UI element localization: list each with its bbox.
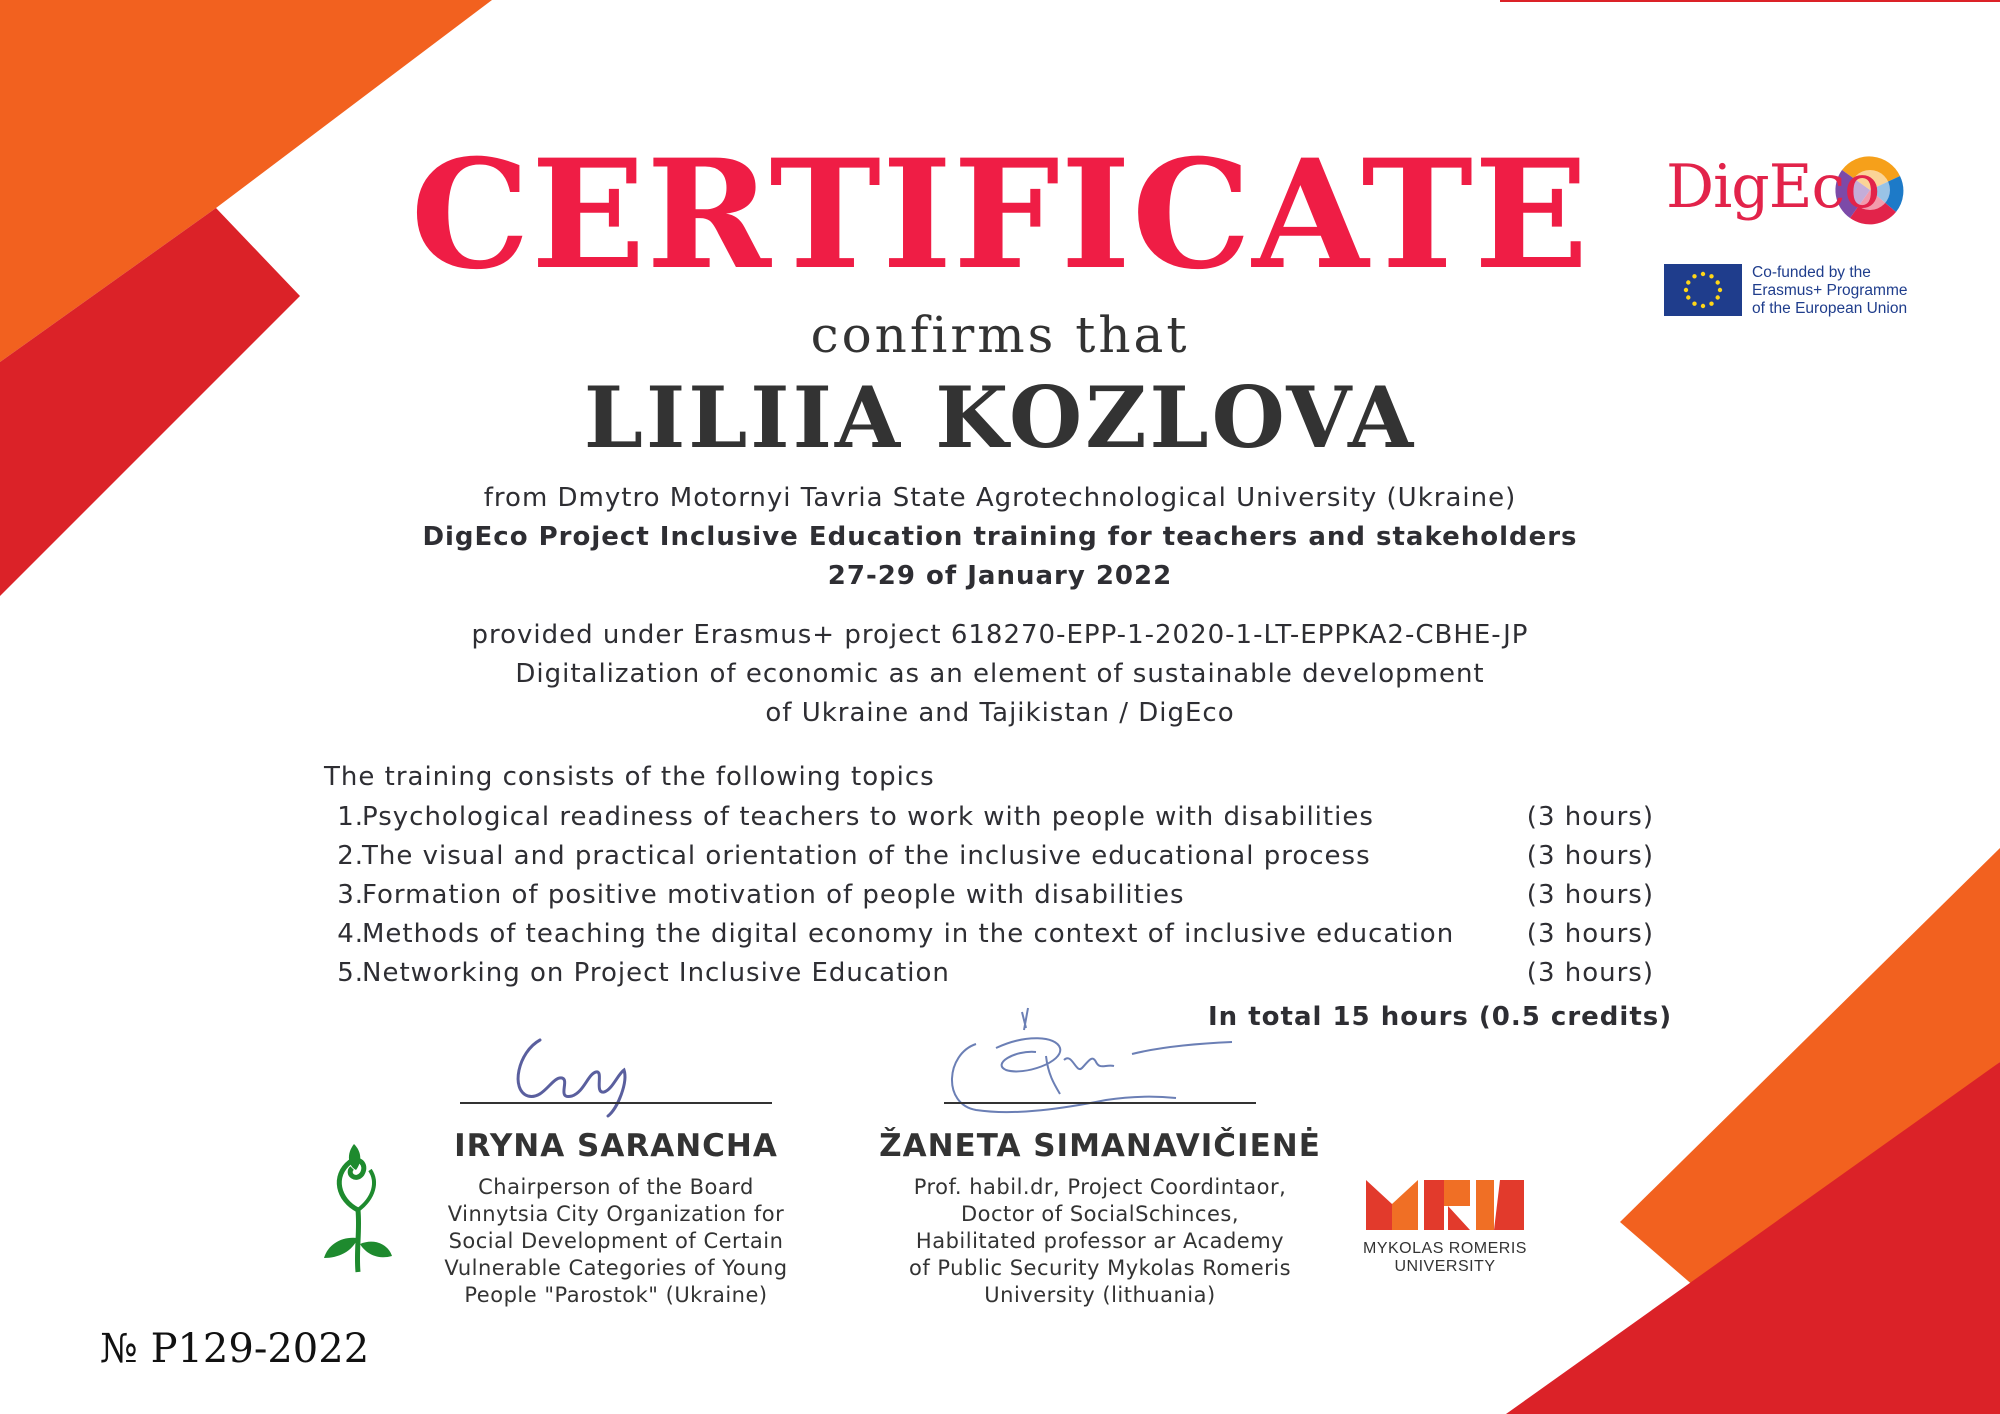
eu-cofunded-text xyxy=(1752,264,1907,318)
sprout-icon xyxy=(318,1140,398,1276)
topic-text: Psychological readiness of teachers to work with people with disabilities xyxy=(362,802,1374,832)
training-dates: 27-29 of January 2022 xyxy=(827,561,1173,591)
eu-flag-icon xyxy=(1664,264,1742,316)
role-line: University (lithuania) xyxy=(984,1283,1216,1307)
confirms-text: confirms that xyxy=(810,306,1190,364)
topic-text: The visual and practical orientation of the inclusive educational process xyxy=(362,841,1371,871)
role-line: Prof. habil.dr, Project Coordintaor, xyxy=(913,1175,1287,1199)
role-line: Social Development of Certain xyxy=(448,1229,784,1253)
affiliation-text: from Dmytro Motornyi Tavria State Agrotechnological University (Ukraine) xyxy=(483,483,1517,513)
topic-item xyxy=(334,880,1654,920)
project-line-1: provided under Erasmus+ project 618270-EPP-1-2020-1-LT-EPPKA2-CBHE-JP xyxy=(471,620,1529,650)
topic-hours: (3 hours) xyxy=(1526,919,1654,949)
topic-item xyxy=(334,841,1654,881)
topic-text: Methods of teaching the digital economy in the context of inclusive education xyxy=(362,919,1455,949)
topic-item xyxy=(334,802,1654,842)
topic-hours: (3 hours) xyxy=(1526,880,1654,910)
role-line: Vinnytsia City Organization for xyxy=(447,1202,785,1226)
topic-text: Formation of positive motivation of people with disabilities xyxy=(362,880,1185,910)
signature-sarancha-icon xyxy=(500,1012,650,1122)
signatory-name: ŽANETA SIMANAVIČIENĖ xyxy=(879,1128,1321,1164)
topic-text: Networking on Project Inclusive Education xyxy=(362,958,950,988)
mru-line: MYKOLAS ROMERIS xyxy=(1363,1240,1527,1257)
topic-number: 5. xyxy=(337,958,364,988)
role-line: Vulnerable Categories of Young xyxy=(444,1256,788,1280)
signatory-name: IRYNA SARANCHA xyxy=(454,1128,778,1164)
topic-item xyxy=(334,919,1654,959)
role-line: Chairperson of the Board xyxy=(478,1175,754,1199)
project-line-2: Digitalization of economic as an element of sustainable development xyxy=(515,659,1485,689)
mru-letters-icon xyxy=(1366,1180,1524,1230)
topic-number: 1. xyxy=(337,802,364,832)
role-line: of Public Security Mykolas Romeris xyxy=(908,1256,1292,1280)
mru-name xyxy=(1360,1240,1530,1276)
signature-line xyxy=(460,1102,772,1104)
role-line: People "Parostok" (Ukraine) xyxy=(464,1283,768,1307)
role-line: Habilitated professor ar Academy xyxy=(915,1229,1285,1253)
topic-number: 2. xyxy=(337,841,364,871)
signature-simanaviciene-icon xyxy=(936,1004,1236,1134)
topic-number: 4. xyxy=(337,919,364,949)
recipient-name: LILIIA KOZLOVA xyxy=(583,368,1417,467)
topic-number: 3. xyxy=(337,880,364,910)
total-hours: In total 15 hours (0.5 credits) xyxy=(1208,1002,1673,1032)
topics-heading: The training consists of the following topics xyxy=(324,762,935,792)
project-line-3: of Ukraine and Tajikistan / DigEco xyxy=(765,698,1235,728)
mru-line: UNIVERSITY xyxy=(1394,1258,1496,1275)
topic-hours: (3 hours) xyxy=(1526,958,1654,988)
digeco-logo-text: DigEco xyxy=(1666,152,1880,222)
topic-hours: (3 hours) xyxy=(1526,802,1654,832)
training-title: DigEco Project Inclusive Education training for teachers and stakeholders xyxy=(422,522,1578,552)
role-line: Doctor of SocialSchinces, xyxy=(960,1202,1240,1226)
signature-line xyxy=(944,1102,1256,1104)
eu-line: Erasmus+ Programme xyxy=(1752,282,1908,299)
topic-item xyxy=(334,958,1654,998)
eu-line: Co-funded by the xyxy=(1752,264,1871,281)
topic-hours: (3 hours) xyxy=(1526,841,1654,871)
eu-line: of the European Union xyxy=(1752,300,1908,317)
certificate-title: CERTIFICATE xyxy=(410,127,1590,303)
signatory-role xyxy=(400,1174,832,1309)
certificate-number: № P129-2022 xyxy=(100,1326,370,1372)
signatory-role xyxy=(860,1174,1340,1309)
